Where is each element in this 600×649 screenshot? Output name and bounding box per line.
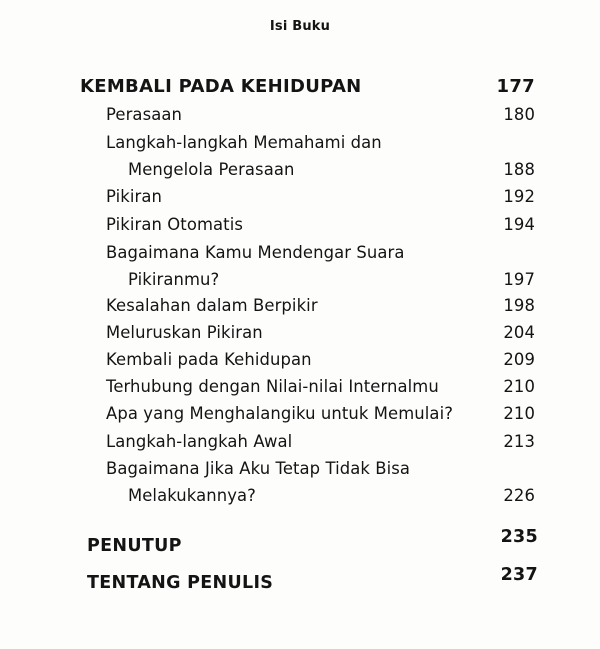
running-head: Isi Buku <box>269 19 331 34</box>
toc-entry <box>106 292 535 319</box>
entry-title-continued: Pikiranmu? <box>128 270 220 289</box>
entry-page-number: 192 <box>503 187 535 206</box>
toc-entry <box>106 373 535 400</box>
entry-title: Langkah-langkah Memahami dan <box>106 133 382 152</box>
entry-page-number: 210 <box>503 377 535 396</box>
entry-page-number: 198 <box>503 296 535 315</box>
chapter-title: TENTANG PENULIS <box>87 573 274 593</box>
entry-page-number: 226 <box>503 486 535 505</box>
entry-title: Kesalahan dalam Berpikir <box>106 296 318 315</box>
entry-page-number: 209 <box>503 350 535 369</box>
toc-entry <box>106 183 535 210</box>
toc-entry <box>106 239 535 293</box>
entry-title: Pikiran <box>106 187 162 206</box>
toc-entry <box>106 211 535 238</box>
toc-entry <box>106 455 535 509</box>
chapter-page-number: 177 <box>496 76 535 97</box>
entry-page-number: 213 <box>503 432 535 451</box>
toc-entry <box>106 428 535 455</box>
entry-title: Langkah-langkah Awal <box>106 432 293 451</box>
toc-entry <box>106 129 535 183</box>
entry-page-number: 188 <box>503 160 535 179</box>
entry-title-continued: Melakukannya? <box>128 486 256 505</box>
entry-page-number: 204 <box>503 323 535 342</box>
entry-page-number: 210 <box>503 404 535 423</box>
entry-page-number: 197 <box>503 270 535 289</box>
entry-title: Perasaan <box>106 105 182 124</box>
entry-title-continued: Mengelola Perasaan <box>128 160 295 179</box>
entry-page-number: 180 <box>503 105 535 124</box>
entry-title: Kembali pada Kehidupan <box>106 350 312 369</box>
toc-entry <box>106 346 535 373</box>
toc-entry <box>106 101 535 128</box>
entry-title: Apa yang Menghalangiku untuk Memulai? <box>106 404 454 423</box>
chapter-title: PENUTUP <box>87 536 182 556</box>
entry-title: Pikiran Otomatis <box>106 215 243 234</box>
entry-title: Bagaimana Kamu Mendengar Suara <box>106 243 405 262</box>
chapter-title: KEMBALI PADA KEHIDUPAN <box>80 76 362 97</box>
chapter-page-number: 235 <box>500 527 538 547</box>
entry-page-number: 194 <box>503 215 535 234</box>
entry-title: Bagaimana Jika Aku Tetap Tidak Bisa <box>106 459 411 478</box>
chapter-page-number: 237 <box>500 565 538 585</box>
toc-entry <box>106 400 535 427</box>
entry-title: Meluruskan Pikiran <box>106 323 263 342</box>
toc-entry <box>106 319 535 346</box>
entry-title: Terhubung dengan Nilai-nilai Internalmu <box>106 377 439 396</box>
